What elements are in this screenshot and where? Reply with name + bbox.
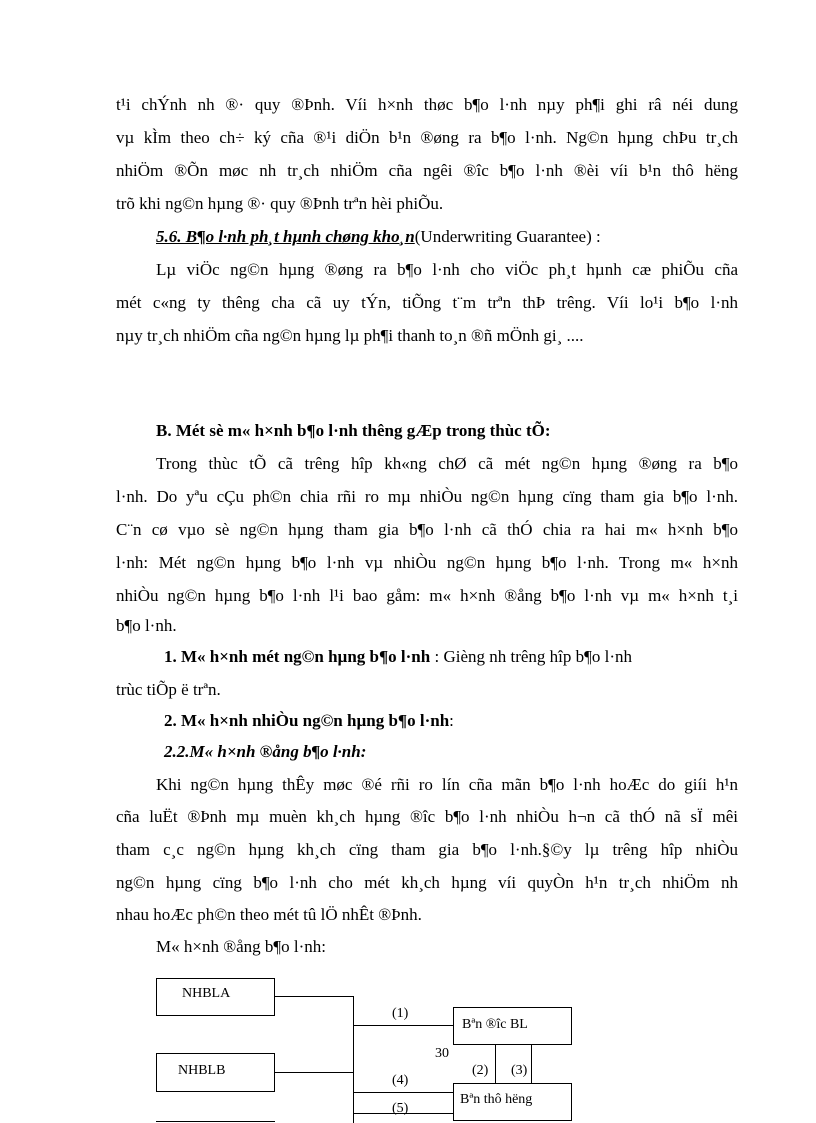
model1-title: 1. M« h×nh mét ng©n hµng b¶o l·nh — [164, 647, 431, 666]
model2-title: 2. M« h×nh nhiÒu ng©n hµng b¶o l·nh — [164, 711, 450, 730]
model1-line-2: trùc tiÕp ë trªn. — [116, 680, 221, 699]
para1-line-3: nhiÖm ®Õn møc nh tr¸ch nhiÖm cña ngêi ®îc b¶o l·nh ®èi víi b¹n thô hëng — [116, 161, 738, 180]
box-requester: Bªn ®îc BL — [453, 1007, 572, 1045]
section-b-line-2: l·nh. Do yªu cÇu ph©n chia rñi ro mµ nhiÒu ng©n hµng cïng tham gia b¶o l·nh. — [116, 487, 738, 506]
coguarantee-line-2: cña luËt ®Þnh mµ muèn kh¸ch hµng ®îc b¶o l·nh nhiÒu h¬n cã thÓ nã sÏ mêi — [116, 807, 738, 826]
section-5-6-title-suffix: (Underwriting Guarantee) : — [414, 227, 601, 246]
section-5-6-title: 5.6. B¶o l·nh ph¸t hµnh chøng kho¸n — [156, 227, 415, 246]
box-nhblb: NHBLB — [156, 1053, 275, 1092]
section-b-line-1: Trong thùc tÕ cã trêng hîp kh«ng chØ cã mét ng©n hµng ®øng ra b¶o — [156, 454, 738, 473]
box-nhbla: NHBLA — [156, 978, 275, 1016]
coguarantee-line-5: nhau hoÆc ph©n theo mét tû lÖ nhÊt ®Þnh. — [116, 905, 422, 924]
para1-line-2: vµ kÌm theo ch÷ ký cña ®¹i diÖn b¹n ®øng ra b¶o l·nh. Ng©n hµng chÞu tr¸ch — [116, 128, 738, 147]
section-5-6-heading — [156, 226, 738, 248]
label-2: (2) — [472, 1063, 489, 1078]
para1-line-1: t¹i chÝnh nh ®· quy ®Þnh. Víi h×nh thøc b¶o l·nh nµy ph¶i ghi râ néi dung — [116, 95, 738, 114]
wire-b — [275, 1072, 353, 1073]
wire-3 — [531, 1045, 532, 1083]
section-b-heading: B. Mét sè m« h×nh b¶o l·nh thêng gÆp trong thùc tÕ: — [156, 421, 551, 440]
wire-2 — [495, 1045, 496, 1083]
section-b-line-3: C¨n cø vµo sè ng©n hµng tham gia b¶o l·nh cã thÓ chia ra hai m« h×nh b¶o — [116, 520, 738, 539]
model1-rest: : Gièng nh trêng hîp b¶o l·nh — [430, 647, 632, 666]
section-b-line-4: l·nh: Mét ng©n hµng b¶o l·nh vµ nhiÒu ng©n hµng b¶o l·nh. Trong m« h×nh — [116, 553, 738, 572]
coguarantee-line-4: ng©n hµng cïng b¶o l·nh cho mét kh¸ch hµng víi quyÒn h¹n tr¸ch nhiÖm nh — [116, 873, 738, 892]
model1-heading — [164, 646, 738, 668]
box-beneficiary: Bªn thô hëng — [453, 1083, 572, 1121]
diagram-caption: M« h×nh ®ång b¶o l·nh: — [156, 937, 326, 956]
model2-colon: : — [449, 711, 454, 730]
page-number: 30 — [435, 1046, 449, 1061]
section-5-6-line-1: Lµ viÖc ng©n hµng ®øng ra b¶o l·nh cho viÖc ph¸t hµnh cæ phiÕu cña — [156, 260, 738, 279]
wire-4 — [353, 1092, 453, 1093]
label-5: (5) — [392, 1101, 409, 1116]
label-4: (4) — [392, 1073, 409, 1088]
para1-line-4: trõ khi ng©n hµng ®· quy ®Þnh trªn hèi phiÕu. — [116, 194, 444, 213]
section-b-line-5: nhiÒu ng©n hµng b¶o l·nh l¹i bao gåm: m« h×nh ®ång b¶o l·nh vµ m« h×nh t¸i — [116, 586, 738, 605]
wire-bus — [353, 996, 354, 1123]
coguarantee-line-3: tham c¸c ng©n hµng kh¸ch cïng tham gia b¶o l·nh.§©y lµ trêng hîp nhiÒu — [116, 840, 738, 859]
section-5-6-line-2: mét c«ng ty thêng cha cã uy tÝn, tiÕng t¨m trªn thÞ trêng. Víi lo¹i b¶o l·nh — [116, 293, 738, 312]
model2-heading — [164, 710, 738, 732]
model2-2-heading: 2.2.M« h×nh ®ång b¶o l·nh: — [164, 742, 367, 761]
wire-1 — [353, 1025, 453, 1026]
box-third-edge — [156, 1121, 275, 1122]
label-1: (1) — [392, 1006, 409, 1021]
section-5-6-line-3: nµy tr¸ch nhiÖm cña ng©n hµng lµ ph¶i thanh to¸n ®ñ mÖnh gi¸ .... — [116, 326, 584, 345]
section-b-line-6: b¶o l·nh. — [116, 616, 177, 635]
coguarantee-line-1: Khi ng©n hµng thÊy møc ®é rñi ro lín cña mãn b¶o l·nh hoÆc do giíi h¹n — [156, 775, 738, 794]
label-3: (3) — [511, 1063, 528, 1078]
wire-a — [275, 996, 353, 997]
